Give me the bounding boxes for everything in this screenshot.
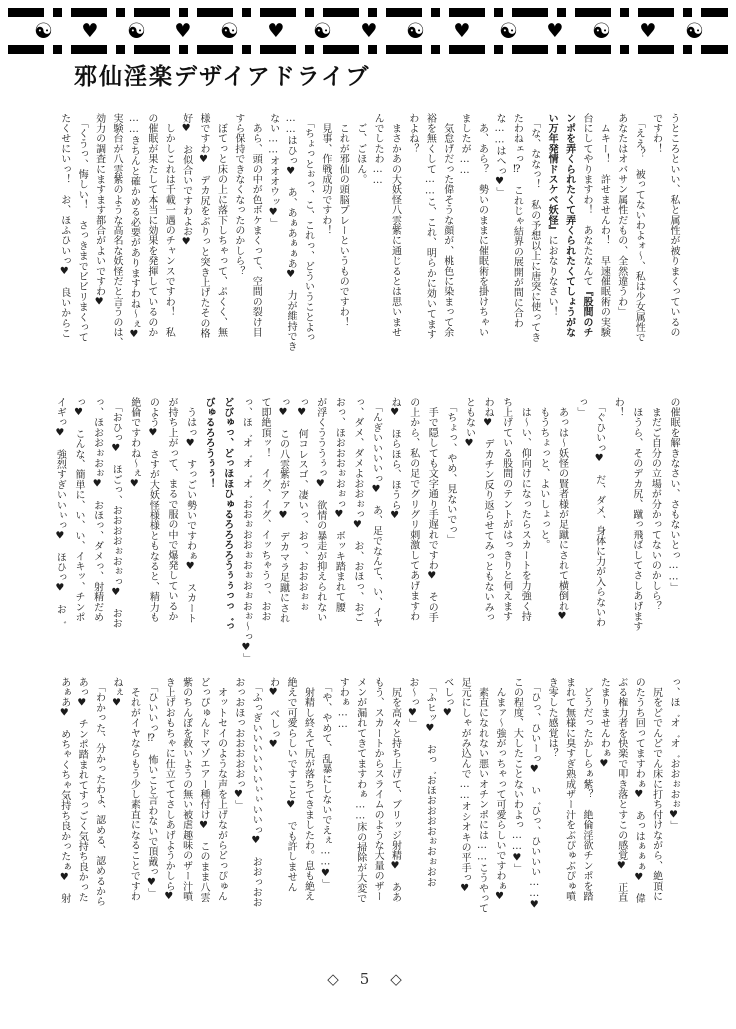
text-column: ち上げている股間のテントがはっきりと伺えます <box>500 397 512 622</box>
heart-icon: ♥ <box>360 19 378 42</box>
text-column: て即絶頂ッ！ イグ、イグ、イッちゃうっ、おお <box>258 397 270 622</box>
text-column: 見事、作戦成功ですわ！ <box>319 113 331 236</box>
yinyang-icon: ☯ <box>220 18 239 43</box>
text-column: 「おひっ♥ ほごっ、おおおおぉおぉっ♥ おお <box>110 397 122 629</box>
heart-icon: ♥ <box>267 19 285 42</box>
text-column: それがイヤならもう少し素直になることですわ <box>128 677 140 902</box>
text-column: ねぇ♥ <box>111 677 122 709</box>
text-column: どびゅっ、どっほほひゅるろろろろうぅぅっっ゛っ <box>221 397 233 632</box>
text-column: どうだったかしらぁ紫？ 絶倫淫欲チンポを踏 <box>580 677 592 902</box>
text-column: ご、ごほん。 <box>354 113 366 185</box>
text-column: どっぴゅんドマゾエアー種付け♥ このまま八雲 <box>198 677 210 903</box>
text-column: 「ひいいっ⁉ 怖いこと言わないで頂戴っ♥」 <box>145 677 157 899</box>
text-column: あ、あら？ 勢いのままに催眠術を掛けちゃい <box>476 113 488 338</box>
text-column: っ、ほおおぉおぉ♥ おほっ、ダメっ、射精だめ <box>91 397 103 623</box>
text-column: のよう♥ さすが大妖怪様様ともなると、精力も <box>147 397 159 623</box>
text-column: ね♥ ほらほら、ほうら♥ <box>389 397 401 522</box>
text-column: 「んぎいいいいっ♥ あ、足でなんて、い、イヤ <box>370 397 382 628</box>
yinyang-icon: ☯ <box>406 18 425 43</box>
heart-icon: ♥ <box>546 19 564 42</box>
text-column: っ♥ 何コレスゴ、凄いっ、おっ、おおおぉぉ <box>296 397 308 613</box>
text-column: わね♥ デカチン反り返らせてみっともないみっ <box>482 397 494 623</box>
text-column: ぶる権力者を快楽で叩き落とすこの感覚♥ 正直 <box>615 677 627 903</box>
text-column: き零した感覚は？ <box>546 677 558 759</box>
yinyang-icon: ☯ <box>313 18 332 43</box>
text-column: たくせにいっ！ お、ほふひいっ♥ 良いからこ <box>58 113 70 339</box>
text-column: 効力の調査にますます都合がよいですわ♥ <box>93 113 105 308</box>
text-column: んでしたわ…… <box>372 113 384 187</box>
text-column: ンポを弄くられたくて弄くられたくてしょうがな <box>563 113 575 338</box>
text-band-3 <box>50 677 682 931</box>
text-column: 気怠げだった偉そうな顔が、桃色に染まって余 <box>441 113 453 338</box>
text-column: あっ♥ チンポ踏まれてすっごく気持ち良かった <box>76 677 88 903</box>
text-column: うはっ♥ すっごい勢いですわぁ♥ スカート <box>184 397 196 624</box>
text-column: 実験台が八雲紫のような高名な妖怪だと言うのは、 <box>111 113 122 348</box>
heart-icon: ♥ <box>81 19 99 42</box>
text-column: すら保持できなくなったのかしら？ <box>232 113 244 277</box>
page-title: 邪仙淫楽デザイアドライブ <box>74 64 371 90</box>
text-column: っ、ダメ、ダメよおおぉっ♥ お、おほっ、おご <box>351 397 363 623</box>
text-column: オットセイのような声を上げながらどっぴゅん <box>215 677 227 902</box>
text-column: おっおほっおおおおおっ♥」 <box>232 677 244 811</box>
text-column: 好♥ お似合いですわよお♥ <box>180 113 192 248</box>
text-column: わ♥ べしっ♥ <box>267 677 279 751</box>
text-column: 「ふっぎいいいいいいぃぃいいっ♥ おおっおお <box>250 677 262 908</box>
text-column: 裕を無くして……こ、これ、明らかに効いてます <box>424 113 436 340</box>
yinyang-icon: ☯ <box>34 18 53 43</box>
text-column: 尻を高々と持ち上げて、ブリッジ射精♥ ああ <box>389 677 401 903</box>
text-column: き上げおもちゃに仕立ててさしあげようかしら♥ <box>163 677 175 903</box>
text-column: っ♥ こんな、簡単に、い、い、イキッ、チンポ <box>73 397 84 623</box>
text-column: たまりませんわぁ♥ <box>598 677 610 770</box>
text-column: しかしこれは千載一遇のチャンスですわ！ 私 <box>163 113 175 338</box>
text-column: 「ぐひいっ♥ だ、ダメ、身体に力が入らないわ <box>593 397 605 628</box>
yinyang-icon: ☯ <box>499 18 518 43</box>
text-column: は～い、仰向けになったらスカートを力強く持 <box>519 397 531 622</box>
text-band-2 <box>50 397 682 664</box>
text-column: の催眠を解きなさい、さもないとっ……」 <box>668 397 679 593</box>
text-column: イギっ♥ 強烈すぎいいぃっ♥ ほひっ♥ お゛ <box>54 397 66 625</box>
text-column: 様ですわ♥ デカ尻をぶりっと突き上げたその格 <box>198 113 210 339</box>
text-column: が持ち上がって、まるで服の中で爆発しているか <box>165 397 177 622</box>
text-column: 絶えで可愛らしいですこと♥ でも許しません <box>285 677 297 893</box>
text-column: 「わかった、分かったわよ、認める、認めるから <box>93 677 105 907</box>
text-column: 「な、ななっ！ 私の予想以上に唐突に使ってき <box>528 113 540 343</box>
text-column: 尻をどでんどでん床に打ち付けながら、絶頂に <box>650 677 662 902</box>
text-column: あなたはオバサン属性だもの、全然違うわ」 <box>615 113 627 317</box>
text-column: の上から、私の足でグリグリ刺激してあげますわ <box>407 397 419 622</box>
text-column: あら、頭の中が色ボケまくって、空間の裂け目 <box>250 113 262 338</box>
heart-icon: ♥ <box>453 19 471 42</box>
text-column: っ、ほ゛オ゛オ゛オ゛おおぉおおぉおぉおぉおぉ～っ♥」 <box>240 397 252 664</box>
text-column: あっは～妖怪の賢者様が足蹴にされて横倒れ♥ <box>556 397 568 623</box>
yinyang-icon: ☯ <box>685 18 704 43</box>
header-pattern <box>8 17 728 45</box>
header-border-bottom <box>8 45 728 54</box>
text-column: まさかあの大妖怪八雲紫に通じるとは思いませ <box>389 113 401 338</box>
text-column: ですわ！ <box>650 113 662 154</box>
heart-icon: ♥ <box>639 19 657 42</box>
text-column: っ、ほ゛オ゛オ゛おおぉおぉ♥」 <box>668 677 679 831</box>
text-column: まだご自分の立場が分かってないのかしら？ <box>649 397 661 612</box>
text-column: 「くうっ、悔しい！ さっきまでビビリまくって <box>76 113 88 343</box>
text-column: っ」 <box>575 397 587 418</box>
text-column: 台にしてやりますわ！ あなたなんて『股間のチ <box>580 113 592 338</box>
text-column: まれて無様に臭すぎ熟成ザー汁をぶぴゅぶぴゅ噴 <box>563 677 575 902</box>
text-column: な……はへっ♥」 <box>493 113 505 198</box>
text-column: ない……オオオウッ♥」 <box>267 113 279 229</box>
text-column: これが邪仙の頭脳プレーというものですわ！ <box>337 113 349 328</box>
text-column: 紫のちんぽを救いようの無い被虐趣味のザー汁噴 <box>180 677 192 902</box>
text-column: ぼてっと床の上に落下しちゃって、ぷくく、無 <box>215 113 227 338</box>
text-column: 足元にしゃがみ込んで……オシオキの平手っ♥ <box>459 677 471 895</box>
header-decoration <box>8 8 728 54</box>
text-column: おっ、ほおおおぉおぉっ♥ ボッキ踏まれて腰 <box>333 397 345 613</box>
text-column: もう、スカートからスライムのような大量のザー <box>372 677 384 902</box>
text-column: 「ひっ、ひいーっ♥ い゛ひっ、ひいいい……♥ <box>528 677 540 911</box>
text-column: い万年発情ドスケベ妖怪』におなりなさい！ <box>546 113 558 318</box>
text-column: べしっ♥ <box>441 677 453 719</box>
text-column: ともない♥ <box>463 397 475 449</box>
heart-icon: ♥ <box>174 19 192 42</box>
text-band-1 <box>50 113 682 367</box>
text-column: あぁあ♥ めちゃくちゃ気持ち良かったぁ♥ 射 <box>58 677 70 904</box>
text-column: ほうら、そのデカ尻、蹴っ飛ばしてさしあげます <box>630 397 642 632</box>
text-column: ……はひっ♥ あ、あぁあぁぁあ♥ 力が維持でき <box>285 113 297 352</box>
page-number: ◇ 5 ◇ <box>327 970 405 988</box>
text-column: ましたが…… <box>459 113 471 177</box>
text-column: 「ええ？ 被ってないわよォ～、私は少女属性で <box>633 113 645 343</box>
text-column: んまァ～強がっちゃって可愛らしいですわぁ♥ <box>493 677 505 903</box>
text-column: 絶倫ですわね～ぇ♥ <box>128 397 140 490</box>
text-column: のたうち回ってますわぁ♥ あっはぁぁぁ♥ 偉 <box>633 677 645 904</box>
text-column: わよね？ <box>406 113 418 154</box>
text-column: ……きちんと確かめる必要がありますわね～ぇ♥ <box>128 113 140 341</box>
text-column: の催眠が果たして本当に効果を発揮しているのか <box>145 113 157 338</box>
text-column: すわぁ…… <box>337 677 349 730</box>
text-column: びゅるろろうぅぅ！ <box>203 397 215 489</box>
text-column: お～っ♥」 <box>406 677 418 729</box>
text-column: っ♥ この八雲紫がアァ♥ デカマラ足蹴にされ <box>277 397 289 624</box>
yinyang-icon: ☯ <box>127 18 146 43</box>
text-column: 素直になれない悪いオチンポには……こうやって <box>476 677 488 914</box>
text-column: が浮くうううぅっ♥ 欲情の暴走が抑えられない <box>314 397 326 623</box>
text-column: たわねェっ⁉ これじゃ結界の展開が間に合わ <box>511 113 523 329</box>
text-column: うところといい、私と属性が被りまくっているの <box>668 113 679 338</box>
text-column: メンが漏れてきてますわぁ……床の掃除が大変で <box>354 677 366 904</box>
text-column: 「ふヒッ♥ おっ゛おほおおおおぉおぉおお <box>424 677 436 888</box>
text-column: 手で隠しても文字通り手遅れですわ♥ その手 <box>426 397 438 623</box>
text-column: 射精し終えて尻が落ちてきましたわ。息も絶え <box>302 677 314 902</box>
yinyang-icon: ☯ <box>592 18 611 43</box>
text-column: 「ちょっとぉっ、こ、これっ、どういうことよっ <box>302 113 314 343</box>
text-column: 「や、やめて、乱暴にしないでえぇ……♥」 <box>319 677 331 890</box>
text-column: わ！ <box>612 397 624 418</box>
text-column: ムキー！ 許せませんわ！ 早速催眠術の実験 <box>598 113 610 338</box>
text-column: もうちょっと、よいしょっと。 <box>537 397 549 550</box>
header-border-top <box>8 8 728 17</box>
text-column: 「ちょっ、やめ、見ないでっ」 <box>444 397 456 545</box>
text-column: この程度、大したことないわよっ……♥」 <box>511 677 523 874</box>
